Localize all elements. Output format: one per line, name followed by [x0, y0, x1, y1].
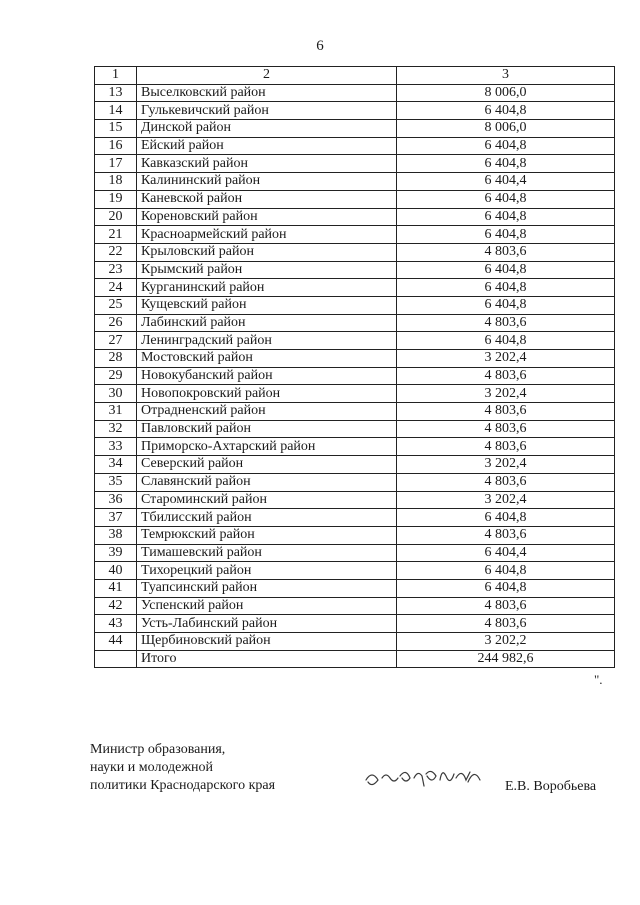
- row-number-cell: 44: [95, 633, 137, 651]
- amount-cell: 6 404,8: [397, 102, 615, 120]
- amount-cell: 6 404,8: [397, 296, 615, 314]
- allocation-table: [94, 66, 615, 668]
- district-name-cell: Выселковский район: [137, 84, 397, 102]
- table-row: [95, 403, 615, 421]
- district-name-cell: Щербиновский район: [137, 633, 397, 651]
- district-name-cell: Крымский район: [137, 261, 397, 279]
- row-number-cell: 20: [95, 208, 137, 226]
- amount-cell: 4 803,6: [397, 615, 615, 633]
- closing-quote: ".: [594, 672, 603, 687]
- page-number: 6: [316, 38, 324, 54]
- amount-cell: 6 404,8: [397, 279, 615, 297]
- row-number-cell: 28: [95, 350, 137, 368]
- district-name-cell: Кавказский район: [137, 155, 397, 173]
- district-name-cell: Успенский район: [137, 597, 397, 615]
- table-row: [95, 491, 615, 509]
- district-name-cell: Курганинский район: [137, 279, 397, 297]
- district-name-cell: Тихорецкий район: [137, 562, 397, 580]
- district-name-cell: Кущевский район: [137, 296, 397, 314]
- table-row: [95, 456, 615, 474]
- district-name-cell: Тбилисский район: [137, 509, 397, 527]
- district-name-cell: Новопокровский район: [137, 385, 397, 403]
- amount-cell: 6 404,4: [397, 173, 615, 191]
- table-row: [95, 190, 615, 208]
- total-label-cell: Итого: [137, 650, 397, 668]
- amount-cell: 6 404,8: [397, 137, 615, 155]
- row-number-cell: 42: [95, 597, 137, 615]
- row-number-cell: 36: [95, 491, 137, 509]
- amount-cell: 3 202,4: [397, 350, 615, 368]
- table-row: [95, 579, 615, 597]
- row-number-cell: 38: [95, 526, 137, 544]
- table-row: [95, 296, 615, 314]
- row-number-cell: 35: [95, 473, 137, 491]
- signer-name: Е.В. Воробьева: [505, 779, 597, 794]
- district-name-cell: Динской район: [137, 120, 397, 138]
- district-name-cell: Новокубанский район: [137, 367, 397, 385]
- district-name-cell: Мостовский район: [137, 350, 397, 368]
- district-name-cell: Каневской район: [137, 190, 397, 208]
- table-row: [95, 509, 615, 527]
- amount-cell: 6 404,8: [397, 155, 615, 173]
- amount-cell: 6 404,8: [397, 190, 615, 208]
- row-number-cell: 33: [95, 438, 137, 456]
- row-number-cell: 31: [95, 403, 137, 421]
- amount-cell: 6 404,8: [397, 509, 615, 527]
- district-name-cell: Славянский район: [137, 473, 397, 491]
- handwritten-signature: [360, 758, 490, 798]
- row-number-cell: 37: [95, 509, 137, 527]
- amount-cell: 4 803,6: [397, 243, 615, 261]
- amount-cell: 6 404,8: [397, 332, 615, 350]
- signatory-title: [90, 741, 275, 795]
- district-name-cell: Тимашевский район: [137, 544, 397, 562]
- table-row: [95, 350, 615, 368]
- district-name-cell: Калининский район: [137, 173, 397, 191]
- amount-cell: 4 803,6: [397, 526, 615, 544]
- district-name-cell: Приморско-Ахтарский район: [137, 438, 397, 456]
- district-name-cell: Темрюкский район: [137, 526, 397, 544]
- table-row: [95, 473, 615, 491]
- table-row: [95, 544, 615, 562]
- row-number-cell: 19: [95, 190, 137, 208]
- district-name-cell: Ейский район: [137, 137, 397, 155]
- table-header-row: [95, 67, 615, 85]
- amount-cell: 4 803,6: [397, 403, 615, 421]
- row-number-cell: 21: [95, 226, 137, 244]
- table-row: [95, 84, 615, 102]
- amount-cell: 4 803,6: [397, 597, 615, 615]
- table-row: [95, 261, 615, 279]
- table-row: [95, 243, 615, 261]
- row-number-cell: 41: [95, 579, 137, 597]
- row-number-cell: 43: [95, 615, 137, 633]
- amount-cell: 8 006,0: [397, 120, 615, 138]
- table-row: [95, 367, 615, 385]
- district-name-cell: Староминский район: [137, 491, 397, 509]
- amount-cell: 6 404,8: [397, 562, 615, 580]
- amount-cell: 8 006,0: [397, 84, 615, 102]
- table-row: [95, 562, 615, 580]
- row-number-cell: 14: [95, 102, 137, 120]
- row-number-cell: 17: [95, 155, 137, 173]
- table-row: [95, 615, 615, 633]
- table-row: [95, 332, 615, 350]
- signatory-title-line: науки и молодежной: [90, 760, 214, 775]
- total-number-cell: [95, 650, 137, 668]
- amount-cell: 3 202,2: [397, 633, 615, 651]
- row-number-cell: 25: [95, 296, 137, 314]
- amount-cell: 6 404,8: [397, 579, 615, 597]
- district-name-cell: Отрадненский район: [137, 403, 397, 421]
- total-amount-cell: 244 982,6: [397, 650, 615, 668]
- district-name-cell: Гулькевичский район: [137, 102, 397, 120]
- district-name-cell: Лабинский район: [137, 314, 397, 332]
- table-row: [95, 137, 615, 155]
- signatory-title-line: Министр образования,: [90, 742, 226, 757]
- amount-cell: 6 404,4: [397, 544, 615, 562]
- amount-cell: 4 803,6: [397, 314, 615, 332]
- table-row: [95, 633, 615, 651]
- amount-cell: 4 803,6: [397, 473, 615, 491]
- row-number-cell: 18: [95, 173, 137, 191]
- table-row: [95, 420, 615, 438]
- district-name-cell: Усть-Лабинский район: [137, 615, 397, 633]
- header-col-2: 2: [137, 67, 397, 85]
- row-number-cell: 23: [95, 261, 137, 279]
- table-row: [95, 314, 615, 332]
- amount-cell: 6 404,8: [397, 208, 615, 226]
- table-row: [95, 208, 615, 226]
- row-number-cell: 26: [95, 314, 137, 332]
- district-name-cell: Кореновский район: [137, 208, 397, 226]
- header-col-3: 3: [397, 67, 615, 85]
- row-number-cell: 32: [95, 420, 137, 438]
- row-number-cell: 40: [95, 562, 137, 580]
- amount-cell: 4 803,6: [397, 438, 615, 456]
- row-number-cell: 39: [95, 544, 137, 562]
- row-number-cell: 22: [95, 243, 137, 261]
- amount-cell: 3 202,4: [397, 491, 615, 509]
- district-name-cell: Павловский район: [137, 420, 397, 438]
- table-row: [95, 155, 615, 173]
- table-row: [95, 438, 615, 456]
- table-row: [95, 102, 615, 120]
- amount-cell: 4 803,6: [397, 367, 615, 385]
- row-number-cell: 13: [95, 84, 137, 102]
- amount-cell: 4 803,6: [397, 420, 615, 438]
- table-row: [95, 526, 615, 544]
- district-name-cell: Ленинградский район: [137, 332, 397, 350]
- table-row: [95, 279, 615, 297]
- amount-cell: 6 404,8: [397, 261, 615, 279]
- signatory-title-line: политики Краснодарского края: [90, 778, 276, 793]
- row-number-cell: 29: [95, 367, 137, 385]
- row-number-cell: 27: [95, 332, 137, 350]
- district-name-cell: Туапсинский район: [137, 579, 397, 597]
- amount-cell: 6 404,8: [397, 226, 615, 244]
- district-name-cell: Крыловский район: [137, 243, 397, 261]
- total-row: [95, 650, 615, 668]
- row-number-cell: 24: [95, 279, 137, 297]
- amount-cell: 3 202,4: [397, 456, 615, 474]
- district-name-cell: Красноармейский район: [137, 226, 397, 244]
- row-number-cell: 16: [95, 137, 137, 155]
- row-number-cell: 30: [95, 385, 137, 403]
- district-name-cell: Северский район: [137, 456, 397, 474]
- row-number-cell: 15: [95, 120, 137, 138]
- table-row: [95, 597, 615, 615]
- row-number-cell: 34: [95, 456, 137, 474]
- table-row: [95, 385, 615, 403]
- table-row: [95, 120, 615, 138]
- table-row: [95, 173, 615, 191]
- amount-cell: 3 202,4: [397, 385, 615, 403]
- table-row: [95, 226, 615, 244]
- header-col-1: 1: [95, 67, 137, 85]
